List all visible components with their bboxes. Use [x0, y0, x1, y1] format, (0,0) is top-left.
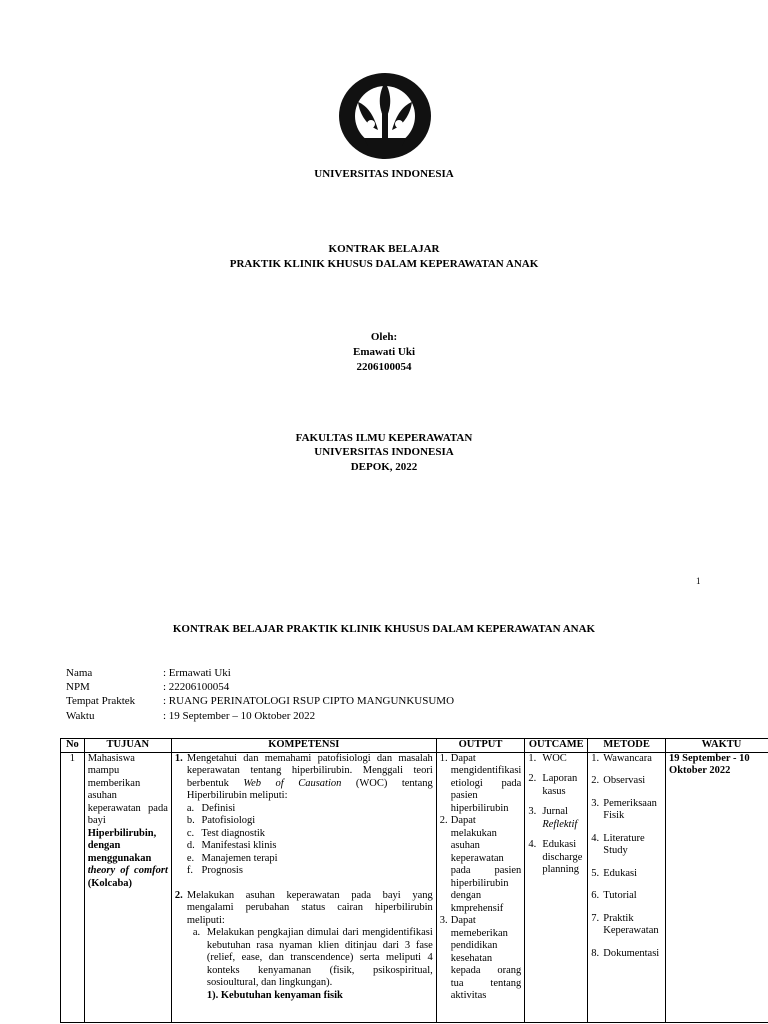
cell-outcame — [525, 752, 588, 1022]
cell-output — [436, 752, 525, 1022]
tujuan-italic: theory of comfort — [87, 865, 168, 876]
cover-title-line1: KONTRAK BELAJAR — [328, 243, 440, 255]
list-item: 8. Dokumentasi — [591, 947, 660, 959]
kompetensi-2 — [175, 890, 433, 928]
cover-by-label: Oleh: — [370, 331, 398, 343]
list-item: 1. Dapat mengidentifikasi etiologi pada pasien hiperbilirubin — [439, 752, 522, 814]
list-item: f. Prognosis — [186, 865, 243, 876]
header-metode: METODE — [588, 739, 666, 753]
page-number: 1 — [696, 576, 701, 586]
list-item: b. Patofisiologi — [186, 815, 256, 826]
header-output: OUTPUT — [436, 739, 525, 753]
list-item: 4. Edukasi discharge planning — [528, 839, 583, 875]
contract-table — [60, 738, 768, 1023]
page2-heading: KONTRAK BELAJAR PRAKTIK KLINIK KHUSUS DALAM KEPERAWATAN ANAK — [172, 623, 596, 635]
meta-label: Nama — [66, 667, 93, 679]
cover-npm: 2206100054 — [356, 361, 412, 373]
list-item: 3. Dapat memeberikan pendidikan kesehatan kepada orang tua tentang aktivitas — [439, 915, 522, 1001]
header-kompetensi: KOMPETENSI — [171, 739, 436, 753]
cover-faculty: FAKULTAS ILMU KEPERAWATAN — [295, 432, 473, 444]
kompetensi-1-text: Mengetahui dan memahami patofisiologi dan masalah keperawatan tentang hiperbilirubin. Menggali teori berbentuk — [186, 752, 433, 789]
meta-label: Tempat Praktek — [66, 695, 136, 707]
kompetensi-2a-text: Melakukan pengkajian dimulai dari mengidentifikasi kebutuhan rasa nyaman klien ditinjau dari 3 fase (relief, ease, dan transcendence) serta meliputi 4 konteks kenyamanan (fisik, psikospiritual, sosioultural, dan lingkungan). — [206, 927, 433, 988]
kompetensi-1 — [175, 753, 433, 803]
cover-city-year: DEPOK, 2022 — [350, 461, 418, 473]
list-item: 2. Observasi — [591, 775, 646, 786]
list-item: c. Test diagnostik — [186, 827, 266, 839]
header-no: No — [61, 739, 85, 753]
meta-row-tempat — [66, 694, 454, 708]
university-logo — [338, 72, 432, 160]
list-item: d. Manifestasi klinis — [186, 840, 277, 851]
meta-value: : 19 September – 10 Oktober 2022 — [163, 710, 316, 722]
list-item: 2. Laporan kasus — [528, 773, 578, 797]
meta-label: NPM — [66, 681, 90, 693]
kompetensi-2-num: 2. — [174, 889, 183, 901]
meta-value: : RUANG PERINATOLOGI RSUP CIPTO MANGUNKUSUMO — [163, 695, 455, 707]
list-item: 5. Edukasi — [591, 867, 638, 879]
meta-row-nama — [66, 666, 231, 680]
meta-row-waktu — [66, 709, 315, 723]
kompetensi-2-text: Melakukan asuhan keperawatan pada bayi yang mengalami perubahan status cairan hiperbilirubin meliputi: — [186, 889, 433, 926]
tujuan-text: Mahasiswa mampu memberikan asuhan keperawatan pada bayi — [87, 752, 168, 826]
header-outcame: OUTCAME — [525, 739, 588, 753]
list-item: 4. Literature Study — [591, 832, 645, 856]
list-item: 1. Wawancara — [591, 752, 652, 764]
cell-no: 1 — [61, 752, 85, 1022]
list-item: 6. Tutorial — [591, 890, 637, 901]
meta-label: Waktu — [66, 710, 95, 722]
table-row — [61, 752, 768, 1022]
kompetensi-1-italic: Web of Causation — [243, 777, 342, 789]
list-item: 2. Dapat melakukan asuhan keperawatan pada pasien hiperbilirubin dengan kmprehensif — [439, 815, 522, 914]
tujuan-tail: (Kolcaba) — [87, 877, 133, 889]
cell-tujuan — [84, 752, 171, 1022]
header-waktu: WAKTU — [666, 739, 768, 753]
cover-title-line2: PRAKTIK KLINIK KHUSUS DALAM KEPERAWATAN ANAK — [229, 258, 539, 270]
cover-university2: UNIVERSITAS INDONESIA — [314, 446, 454, 458]
list-item: e. Manajemen terapi — [186, 852, 278, 864]
tujuan-bold: Hiperbilirubin, dengan menggunakan — [87, 827, 157, 864]
kompetensi-2a-1: 1). Kebutuhan kenyaman fisik — [206, 989, 343, 1001]
cell-kompetensi — [171, 752, 436, 1022]
meta-row-npm — [66, 680, 229, 694]
list-item: a. Definisi — [186, 802, 236, 814]
cover-university: UNIVERSITAS INDONESIA — [314, 168, 454, 180]
list-item: 3. Jurnal Reflektif — [528, 806, 578, 830]
kompetensi-2a: a. Melakukan pengkajian dimulai dari mengidentifikasi kebutuhan rasa nyaman klien ditinjau dari 3 fase (relief, ease, dan transcendence) serta meliputi 4 konteks kenyamanan (fisik, psikospiritual, sosioultural, dan lingkungan). 1). Kebutuhan kenyaman fisik — [192, 927, 433, 1001]
table-header-row — [61, 739, 768, 753]
list-item: 3. Pemeriksaan Fisik — [591, 797, 657, 821]
list-item: 1. WOC — [528, 752, 567, 764]
meta-value: : 22206100054 — [163, 681, 230, 693]
cell-waktu: 19 September - 10 Oktober 2022 — [666, 752, 768, 1022]
list-item: 7. Praktik Keperawatan — [591, 912, 659, 936]
kompetensi-1-text-b: (WOC) tentang Hiperbilirubin meliputi: — [186, 777, 433, 801]
cell-metode — [588, 752, 666, 1022]
meta-value: : Ermawati Uki — [163, 667, 231, 679]
kompetensi-1-num: 1. — [174, 752, 183, 764]
kompetensi-1-list — [175, 803, 433, 878]
cover-author: Emawati Uki — [352, 346, 416, 358]
header-tujuan: TUJUAN — [84, 739, 171, 753]
